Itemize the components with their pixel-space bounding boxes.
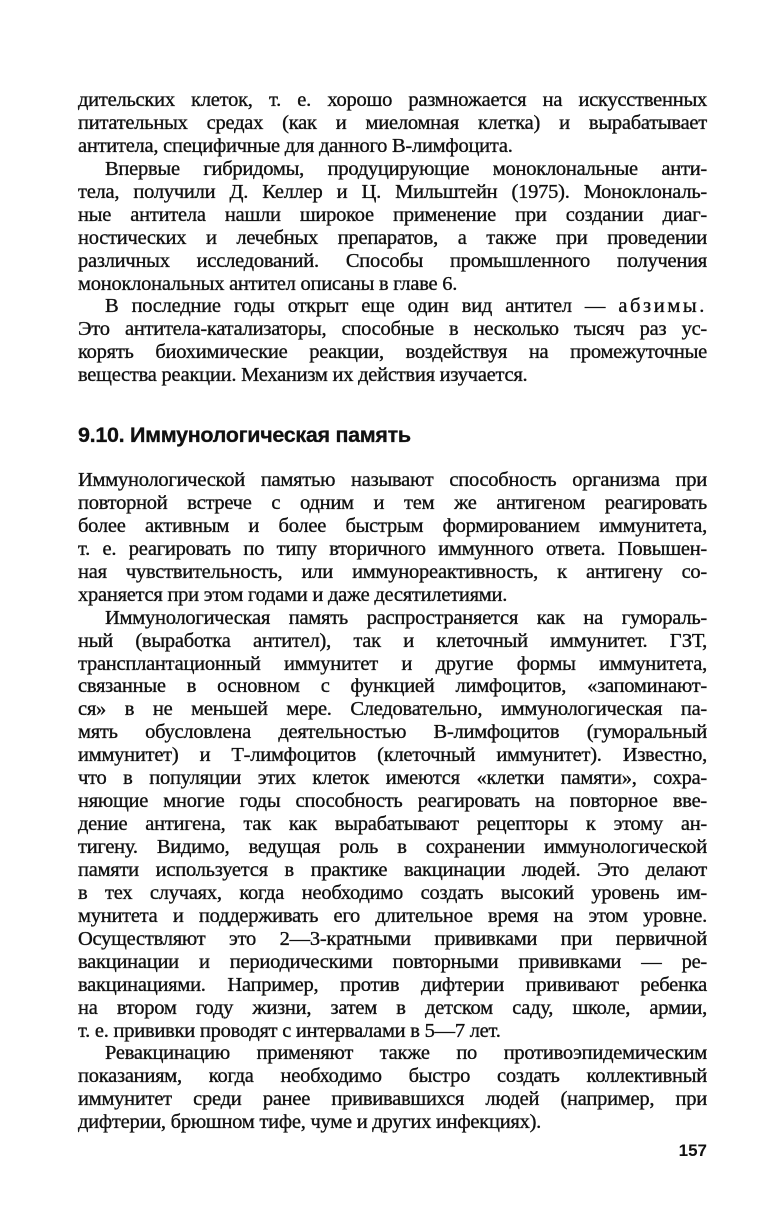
text-line: ная чувствительность, или иммунореактивность, к антигену со- [78, 560, 707, 583]
text-line: вакцинациями. Например, против дифтерии прививают ребенка [78, 973, 707, 996]
text-line: Впервые гибридомы, продуцирующие моноклональные анти- [105, 157, 707, 180]
text-line: ный (выработка антител), так и клеточный иммунитет. ГЗТ, [78, 629, 707, 652]
text-line: иммунитет) и Т-лимфоцитов (клеточный иммунитет). Известно, [78, 744, 707, 767]
text-line: различных исследований. Способы промышленного получения [78, 249, 707, 272]
text-section-immunological-memory [78, 469, 707, 1134]
text-line: связанные в основном с функцией лимфоцитов, «запоминают- [78, 675, 707, 698]
text-line-lead: В последние годы открыт еще один вид антител — [105, 295, 619, 318]
text-line: более активным и более быстрым формированием иммунитета, [78, 514, 707, 537]
paragraph [78, 1042, 707, 1134]
text-line: няющие многие годы способность реагировать на повторное вве- [78, 790, 707, 813]
text-line: на втором году жизни, затем в детском саду, школе, армии, [78, 996, 707, 1019]
text-line: в тех случаях, когда необходимо создать высокий уровень им- [78, 881, 707, 904]
text-line: дительских клеток, т. е. хорошо размножается на искусственных [78, 89, 707, 111]
text-line: т. е. реагировать по типу вторичного иммунного ответа. Повышен- [78, 537, 707, 560]
text-line: ностических и лечебных препаратов, а также при проведении [78, 226, 707, 249]
text-line: иммунитет среди ранее прививавшихся людей (например, при [78, 1088, 707, 1111]
text-line: питательных средах (как и миеломная клетка) и вырабатывает [78, 111, 707, 134]
text-line: показаниям, когда необходимо быстро создать коллективный [78, 1065, 707, 1088]
paragraph [78, 89, 707, 158]
text-line: Иммунологической памятью называют способность организма при [78, 469, 707, 491]
text-line: корять биохимические реакции, воздействуя на промежуточные [78, 341, 707, 364]
text-line: мунитета и поддерживать его длительное время на этом уровне. [78, 904, 707, 927]
text-line: ся» в не меньшей мере. Следовательно, иммунологическая па- [78, 698, 707, 721]
text-line: дифтерии, брюшном тифе, чуме и других инфекциях). [78, 1111, 542, 1134]
text-line: вещества реакции. Механизм их действия изучается. [78, 364, 528, 387]
text-line: трансплантационный иммунитет и другие формы иммунитета, [78, 652, 707, 675]
text-line: тела, получили Д. Келлер и Ц. Мильштейн (1975). Моноклональ- [78, 180, 707, 203]
section-heading: 9.10. Иммунологическая память [78, 423, 411, 447]
text-line: Осуществляют это 2—3-кратными прививками при первичной [78, 927, 707, 950]
page-number: 157 [678, 1141, 707, 1160]
text-line [78, 295, 707, 318]
text-line: храняется при этом годами и даже десятилетиями. [78, 583, 508, 606]
text-line: мять обусловлена деятельностью В-лимфоцитов (гуморальный [78, 721, 707, 744]
text-line: дение антигена, так как вырабатывают рецепторы к этому ан- [78, 813, 707, 836]
emphasis-term: абзимы. [618, 295, 707, 318]
text-line: ные антитела нашли широкое применение при создании диаг- [78, 203, 707, 226]
text-line: памяти используется в практике вакцинации людей. Это делают [78, 858, 707, 881]
text-line: повторной встрече с одним и тем же антигеном реагировать [78, 491, 707, 514]
text-line: моноклональных антител описаны в главе 6. [78, 272, 458, 295]
paragraph [78, 158, 707, 296]
text-line: Ревакцинацию применяют также по противоэпидемическим [105, 1042, 707, 1065]
text-line: Иммунологическая память распространяется как на гумораль- [105, 606, 707, 629]
text-section-continuation [78, 89, 707, 387]
text-line: что в популяции этих клеток имеются «клетки памяти», сохра- [78, 767, 707, 790]
text-line: Это антитела-катализаторы, способные в несколько тысяч раз ус- [78, 318, 707, 341]
paragraph [78, 469, 707, 607]
paragraph [78, 607, 707, 1043]
text-line: антитела, специфичные для данного В-лимфоцита. [78, 134, 513, 157]
text-line: т. е. прививки проводят с интервалами в 5—7 лет. [78, 1019, 501, 1042]
text-line: вакцинации и периодическими повторными прививками — ре- [78, 950, 707, 973]
paragraph [78, 295, 707, 387]
text-line: тигену. Видимо, ведущая роль в сохранении иммунологической [78, 836, 707, 858]
